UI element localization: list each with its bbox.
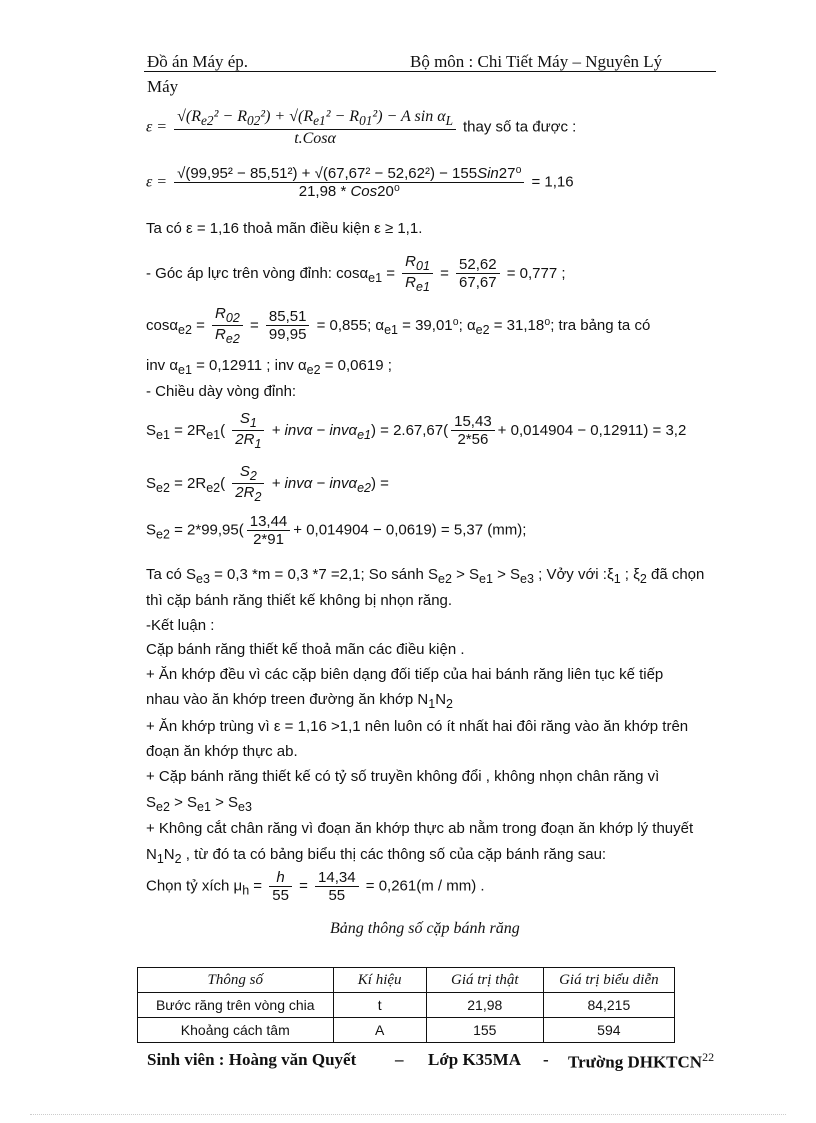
equation-epsilon-values: ε = $\frac{\text{√(99,95² − 85,51²) + √(67,67² − 52,62²) − 155Sin27⁰}}{\text{21,98 * Cos20⁰}}$ = 1,16 [146, 165, 574, 201]
line-satisfied: Cặp bánh răng thiết kế thoả mãn các điều kiện . [146, 641, 465, 658]
line-epsilon-check: Ta có ε = 1,16 thoả mãn điều kiện ε ≥ 1,1. [146, 220, 423, 237]
footer-class: Lớp K35MA [428, 1050, 522, 1069]
line-cos-ae1: - Góc áp lực trên vòng đỉnh: cosα$_{e1}$ = $\frac{R_{01}}{R_{e1}}$ = $\frac{52,62}{67,67}$ = 0,777 ; [146, 253, 566, 295]
line-an-khop-deu: + Ăn khớp đều vì các cặp biên dạng đối tiếp của hai bánh răng liên tục kế tiếp [146, 666, 664, 683]
header-right: Bộ môn : Chi Tiết Máy – Nguyên Lý [410, 52, 663, 71]
equation-se1: $S_{e1} = 2R_{e1}$( $\frac{S_1}{2R_1}$ + invα − invα$_{e1}$) = 2.67,67( $\frac{15,43}{2*56}$ + 0,014904 − 0,12911) = 3,2 [146, 410, 687, 452]
table-header-cell: Giá trị biểu diễn [543, 968, 674, 993]
line-se-order: $S_{e2} > S_{e1} > S_{e3}$ [146, 794, 252, 814]
line-n1n2: nhau vào ăn khớp treen đường ăn khớp $N_1N_2$ [146, 691, 453, 711]
table-cell: t [333, 993, 426, 1018]
footer-dash: – [395, 1050, 404, 1069]
header-continuation: Máy [147, 77, 179, 96]
table-cell: Khoảng cách tâm [138, 1018, 334, 1043]
table-row [138, 1018, 675, 1043]
header-left: Đồ án Máy ép. [147, 52, 249, 71]
line-ty-xich: Chọn tỷ xích $\mu_h$ = $\frac{h}{55}$ = $\frac{14,34}{55}$ = 0,261(m / mm) . [146, 869, 485, 905]
eq2-result: = 1,16 [531, 173, 574, 191]
table-cell: 84,215 [543, 993, 674, 1018]
page-bottom-divider [30, 1114, 786, 1115]
footer-school: Trường DHKTCN$^{22}$ [568, 1050, 715, 1072]
line-no-sharp: thì cặp bánh răng thiết kế không bị nhọn răng. [146, 592, 453, 609]
table-header-row [138, 968, 675, 993]
table-header-cell: Giá trị thật [426, 968, 543, 993]
line-an-khop-trung: + Ăn khớp trùng vì ε = 1,16 >1,1 nên luôn có ít nhất hai đôi răng vào ăn khớp trên [146, 718, 689, 735]
table-row [138, 993, 675, 1018]
table-cell: 21,98 [426, 993, 543, 1018]
line-ket-luan: -Kết luận : [146, 617, 215, 634]
line-inv-alpha: inv $\alpha_{e1} = 0,12911$ ; inv $\alpha_{e2} = 0,0619$ ; [146, 357, 392, 377]
table-header-cell: Thông số [138, 968, 334, 993]
table-cell: 594 [543, 1018, 674, 1043]
eq1-text: thay số ta được : [463, 118, 577, 136]
line-ty-so: + Cặp bánh răng thiết kế có tỷ số truyền không đổi , không nhọn chân răng vì [146, 768, 660, 785]
table-cell: 155 [426, 1018, 543, 1043]
table-caption: Bảng thông số cặp bánh răng [330, 920, 520, 937]
line-khong-cat: + Không cắt chân răng vì đoạn ăn khớp thực ab nằm trong đoạn ăn khớp lý thuyết [146, 820, 694, 837]
equation-se2-values: $S_{e2} = 2*99,95$( $\frac{13,44}{2*91}$ + 0,014904 − 0,0619) = 5,37 (mm); [146, 513, 527, 549]
line-bang-bieu-thi: $N_1N_2$ , từ đó ta có bảng biểu thị các thông số của cặp bánh răng sau: [146, 846, 607, 866]
line-doan-an-khop: đoạn ăn khớp thực ab. [146, 743, 298, 760]
line-chieu-day: - Chiều dày vòng đỉnh: [146, 383, 297, 400]
footer-dash: - [543, 1050, 549, 1069]
footer-student: Sinh viên : Hoàng văn Quyết [147, 1050, 357, 1069]
header-rule [144, 71, 716, 72]
line-compare-s: Ta có $S_{e3} = 0,3$ *m = 0,3 *7 =2,1; So sánh $S_{e2} > S_{e1} > S_{e3}$ ; Vởy với $:\xi_1$ ; $\xi_2$ đã chọn [146, 566, 705, 586]
equation-se2: $S_{e2} = 2R_{e2}$( $\frac{S_2}{2R_2}$ + invα − invα$_{e2}$) = [146, 463, 389, 505]
table-header-cell: Kí hiệu [333, 968, 426, 993]
table-cell: A [333, 1018, 426, 1043]
parameter-table [137, 967, 675, 1043]
line-cos-ae2: cosα$_{e2}$ = $\frac{R_{02}}{R_{e2}}$ = $\frac{85,51}{99,95}$ = 0,855; $\alpha_{e1} = 39,01^0$; $\alpha_{e2} = 31,18^0$; tra bảng ta có [146, 305, 651, 347]
page-number: 22 [702, 1050, 715, 1064]
equation-epsilon-formula: ε = $\frac{√(R_{e2}^2 - R_{02}^2) + √(R_{e1}^2 - R_{01}^2) - A \sin \alpha_L}{\text{t.Cosα}}$ thay số ta được : [146, 108, 577, 147]
table-cell: Bước răng trên vòng chia [138, 993, 334, 1018]
